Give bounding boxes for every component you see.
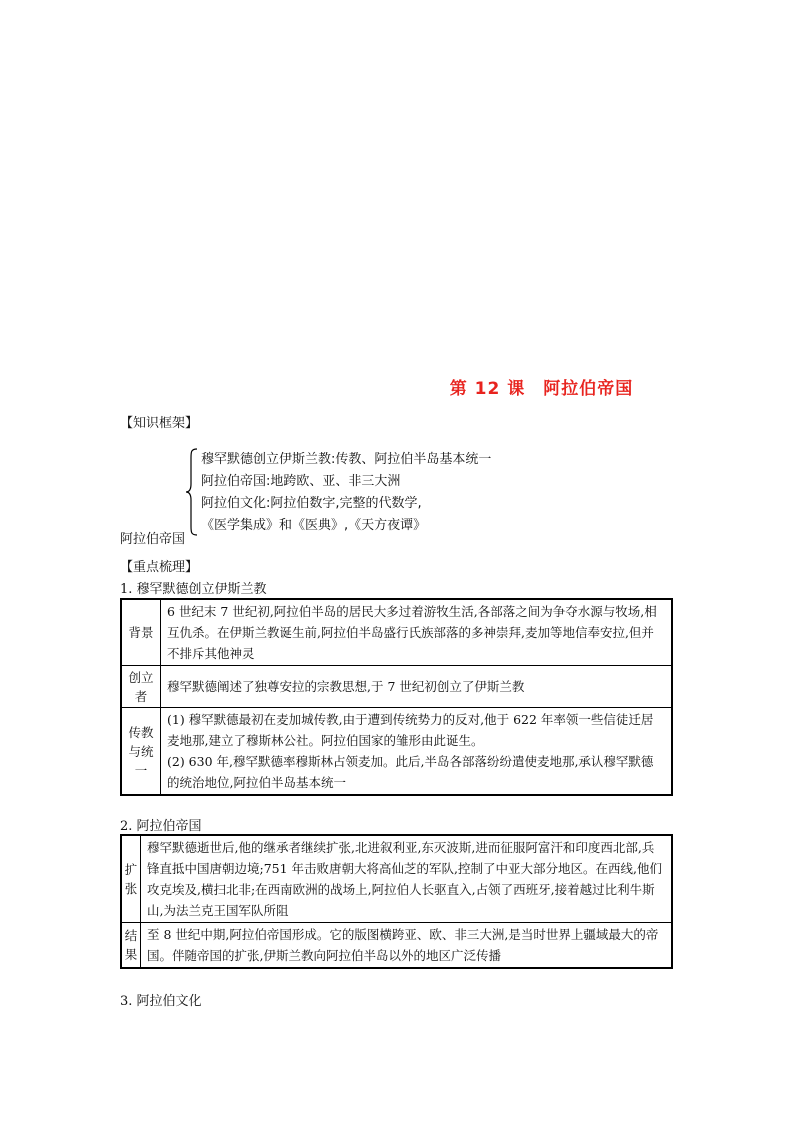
page-title: 第 12 课 阿拉伯帝国 — [449, 379, 634, 399]
framework-line-4: 《医学集成》和《医典》,《天方夜谭》 — [201, 518, 427, 533]
preaching-point-1: (1) 穆罕默德最初在麦加城传教,由于遭到传统势力的反对,他于 622 年率领一些信徒迁居麦地那,建立了穆斯林公社。阿拉伯国家的雏形由此诞生。 — [167, 712, 654, 748]
table-row — [121, 708, 672, 796]
knowledge-framework-label: 【知识框架】 — [120, 416, 199, 431]
preaching-point-2: (2) 630 年,穆罕默德率穆斯林占领麦加。此后,半岛各部落纷纷遣使麦地那,承认穆罕默德的统治地位,阿拉伯半岛基本统一 — [167, 754, 654, 790]
row-head-expansion: 扩张 — [121, 835, 141, 923]
row-content-result: 至 8 世纪中期,阿拉伯帝国形成。它的版图横跨亚、欧、非三大洲,是当时世界上疆域最大的帝国。伴随帝国的扩张,伊斯兰教向阿拉伯半岛以外的地区广泛传播 — [141, 923, 673, 969]
section-heading-2: 2. 阿拉伯帝国 — [120, 819, 202, 834]
key-points-label: 【重点梳理】 — [120, 560, 199, 575]
row-content-founder: 穆罕默德阐述了独尊安拉的宗教思想,于 7 世纪初创立了伊斯兰教 — [161, 666, 673, 708]
row-content-preaching — [161, 708, 673, 796]
framework-line-3: 阿拉伯文化:阿拉伯数字,完整的代数学, — [201, 496, 422, 511]
row-head-result: 结果 — [121, 923, 141, 969]
table-row — [121, 599, 672, 666]
table-row — [121, 666, 672, 708]
row-head-background: 背景 — [121, 599, 161, 666]
framework-line-1: 穆罕默德创立伊斯兰教:传教、阿拉伯半岛基本统一 — [201, 452, 492, 467]
framework-line-2: 阿拉伯帝国:地跨欧、亚、非三大洲 — [201, 474, 401, 489]
brace-icon — [185, 448, 199, 536]
section-heading-3: 3. 阿拉伯文化 — [120, 994, 202, 1009]
table-row — [121, 923, 672, 969]
table-row — [121, 835, 672, 923]
row-content-background: 6 世纪末 7 世纪初,阿拉伯半岛的居民大多过着游牧生活,各部落之间为争夺水源与牧场,相互仇杀。在伊斯兰教诞生前,阿拉伯半岛盛行氏族部落的多神崇拜,麦加等地信奉安拉,但并不排斥其他神灵 — [161, 599, 673, 666]
row-content-expansion: 穆罕默德逝世后,他的继承者继续扩张,北进叙利亚,东灭波斯,进而征服阿富汗和印度西北部,兵锋直抵中国唐朝边境;751 年击败唐朝大将高仙芝的军队,控制了中亚大部分地区。在西线,他们攻克埃及,横扫北非;在西南欧洲的战场上,阿拉伯人长驱直入,占领了西班牙,接着越过比利牛斯山,为法兰克王国军队所阻 — [141, 835, 673, 923]
table-arab-empire — [120, 834, 673, 969]
section-heading-1: 1. 穆罕默德创立伊斯兰教 — [120, 582, 267, 597]
table-islam-founding — [120, 598, 673, 796]
knowledge-framework — [185, 448, 545, 538]
row-head-founder: 创立者 — [121, 666, 161, 708]
framework-root: 阿拉伯帝国 — [120, 532, 186, 547]
row-head-preaching: 传教与统一 — [121, 708, 161, 796]
